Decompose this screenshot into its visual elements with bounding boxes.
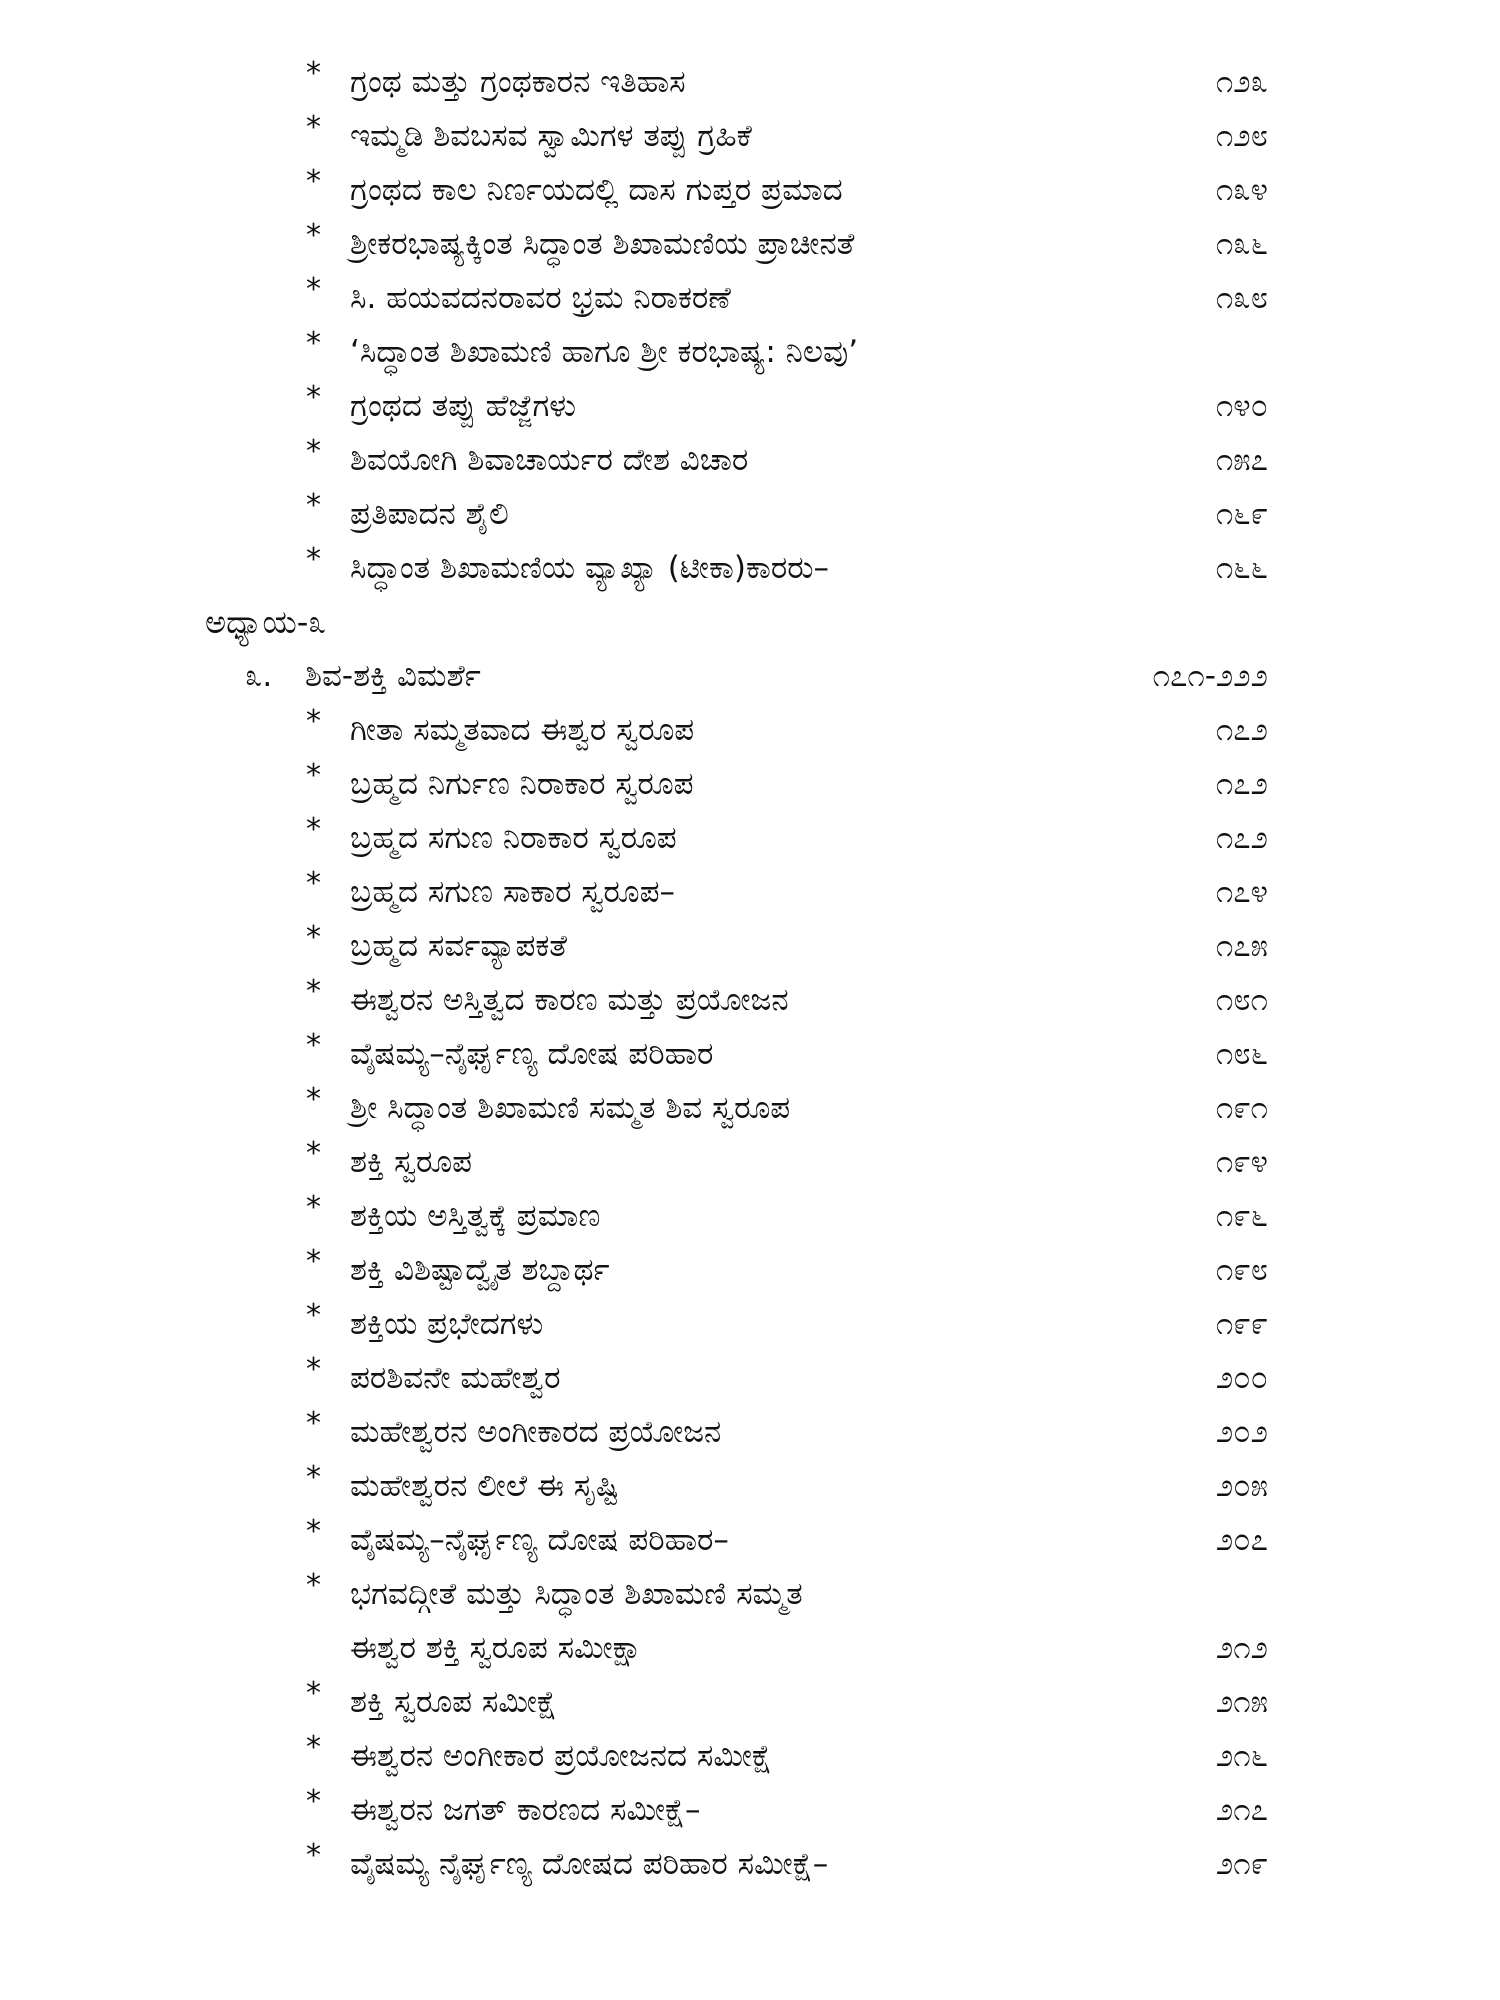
entry-title: ಬ್ರಹ್ಮದ ನಿರ್ಗುಣ ನಿರಾಕಾರ ಸ್ವರೂಪ [350, 766, 694, 802]
toc-entry [0, 973, 1500, 1027]
toc-entry [0, 271, 1500, 325]
bullet-marker: * [306, 218, 321, 253]
entry-page: ೧೯೪ [1215, 1144, 1268, 1180]
chapter-heading-row [0, 595, 1500, 649]
toc-entry [0, 1189, 1500, 1243]
entry-page: ೧೮೬ [1215, 1036, 1268, 1072]
bullet-marker: * [306, 812, 321, 847]
toc-entry [0, 757, 1500, 811]
toc-entry-multiline-cont [0, 1621, 1500, 1675]
toc-entry [0, 163, 1500, 217]
entry-title-line1: ಭಗವದ್ಗೀತೆ ಮತ್ತು ಸಿದ್ಧಾಂತ ಶಿಖಾಮಣಿ ಸಮ್ಮತ [350, 1576, 803, 1612]
bullet-marker: * [306, 272, 321, 307]
entry-page: ೧೩೪ [1215, 172, 1268, 208]
bullet-marker: * [306, 1298, 321, 1333]
entry-page: ೧೯೬ [1215, 1198, 1268, 1234]
entry-title: ಶ್ರೀ ಸಿದ್ಧಾಂತ ಶಿಖಾಮಣಿ ಸಮ್ಮತ ಶಿವ ಸ್ವರೂಪ [350, 1090, 791, 1126]
toc-entry [0, 811, 1500, 865]
bullet-marker: * [306, 1082, 321, 1117]
toc-entry [0, 109, 1500, 163]
bullet-marker: * [306, 164, 321, 199]
entry-title: ಬ್ರಹ್ಮದ ಸಗುಣ ಸಾಕಾರ ಸ್ವರೂಪ– [350, 874, 675, 910]
entry-title: ಶಕ್ತಿ ವಿಶಿಷ್ಟಾದ್ವೈತ ಶಬ್ದಾರ್ಥ [350, 1252, 610, 1288]
entry-title-line2: ಈಶ್ವರ ಶಕ್ತಿ ಸ್ವರೂಪ ಸಮೀಕ್ಷಾ [350, 1630, 643, 1666]
toc-entry [0, 487, 1500, 541]
entry-page: ೧೩೮ [1215, 280, 1268, 316]
entry-title: ಶ್ರೀಕರಭಾಷ್ಯಕ್ಕಿಂತ ಸಿದ್ಧಾಂತ ಶಿಖಾಮಣಿಯ ಪ್ರಾಚೀನತೆ [350, 226, 855, 262]
bullet-marker: * [306, 488, 321, 523]
entry-title: ಶಕ್ತಿ ಸ್ವರೂಪ ಸಮೀಕ್ಷೆ [350, 1684, 557, 1720]
entry-page: ೧೭೨ [1215, 766, 1268, 802]
entry-title: ಮಹೇಶ್ವರನ ಅಂಗೀಕಾರದ ಪ್ರಯೋಜನ [350, 1414, 722, 1450]
toc-entry [0, 433, 1500, 487]
toc-entry [0, 1081, 1500, 1135]
entry-title: ಈಶ್ವರನ ಅಸ್ತಿತ್ವದ ಕಾರಣ ಮತ್ತು ಪ್ರಯೋಜನ [350, 982, 789, 1018]
entry-page: ೨೦೦ [1215, 1360, 1268, 1396]
entry-title: ವೈಷಮ್ಯ–ನೈರ್ಘೃಣ್ಯ ದೋಷ ಪರಿಹಾರ [350, 1036, 714, 1072]
bullet-marker: * [306, 704, 321, 739]
entry-title: ಸಿದ್ಧಾಂತ ಶಿಖಾಮಣಿಯ ವ್ಯಾಖ್ಯಾ (ಟೀಕಾ)ಕಾರರು– [350, 550, 830, 586]
entry-page: ೨೧೨ [1215, 1630, 1268, 1666]
entry-title: ವೈಷಮ್ಯ ನೈರ್ಘೃಣ್ಯ ದೋಷದ ಪರಿಹಾರ ಸಮೀಕ್ಷೆ– [350, 1846, 829, 1882]
entry-page: ೧೭೫ [1215, 928, 1268, 964]
bullet-marker: * [306, 1568, 321, 1603]
entry-page: ೨೦೨ [1215, 1414, 1268, 1450]
entry-title: ವೈಷಮ್ಯ–ನೈರ್ಘೃಣ್ಯ ದೋಷ ಪರಿಹಾರ– [350, 1522, 729, 1558]
entry-page: ೧೭೪ [1215, 874, 1268, 910]
entry-title: ಗ್ರಂಥದ ತಪ್ಪು ಹೆಜ್ಜೆಗಳು [350, 388, 576, 424]
entry-title: ಬ್ರಹ್ಮದ ಸಗುಣ ನಿರಾಕಾರ ಸ್ವರೂಪ [350, 820, 677, 856]
bullet-marker: * [306, 1244, 321, 1279]
entry-page: ೧೭೨ [1215, 820, 1268, 856]
entry-page: ೧೩೬ [1215, 226, 1268, 262]
entry-page: ೨೧೬ [1215, 1738, 1268, 1774]
bullet-marker: * [306, 920, 321, 955]
toc-entry [0, 1513, 1500, 1567]
section-page-range: ೧೭೧-೨೨೨ [1152, 658, 1268, 694]
entry-page: ೨೧೫ [1215, 1684, 1268, 1720]
toc-entry [0, 1243, 1500, 1297]
entry-title: ಗ್ರಂಥದ ಕಾಲ ನಿರ್ಣಯದಲ್ಲಿ ದಾಸ ಗುಪ್ತರ ಪ್ರಮಾದ [350, 172, 843, 208]
entry-page: ೧೭೨ [1215, 712, 1268, 748]
toc-entry [0, 865, 1500, 919]
entry-page: ೧೨೮ [1215, 118, 1268, 154]
entry-page: ೧೮೧ [1215, 982, 1268, 1018]
bullet-marker: * [306, 1784, 321, 1819]
toc-entry [0, 55, 1500, 109]
entry-page: ೨೧೭ [1215, 1792, 1268, 1828]
toc-entry [0, 1027, 1500, 1081]
toc-entry [0, 325, 1500, 379]
bullet-marker: * [306, 326, 321, 361]
entry-title: ಶಕ್ತಿಯ ಅಸ್ತಿತ್ವಕ್ಕೆ ಪ್ರಮಾಣ [350, 1198, 601, 1234]
bullet-marker: * [306, 434, 321, 469]
entry-page: ೧೪೦ [1215, 388, 1268, 424]
toc-entry [0, 541, 1500, 595]
entry-page: ೨೦೭ [1215, 1522, 1268, 1558]
bullet-marker: * [306, 1352, 321, 1387]
bullet-marker: * [306, 1136, 321, 1171]
toc-entry [0, 1837, 1500, 1891]
toc-entry [0, 1459, 1500, 1513]
entry-page: ೨೦೫ [1215, 1468, 1268, 1504]
bullet-marker: * [306, 56, 321, 91]
entry-title: ಬ್ರಹ್ಮದ ಸರ್ವವ್ಯಾಪಕತೆ [350, 928, 567, 964]
section-number: ೩. [245, 658, 273, 694]
entry-title: ‘ಸಿದ್ಧಾಂತ ಶಿಖಾಮಣಿ ಹಾಗೂ ಶ್ರೀ ಕರಭಾಷ್ಯ: ನಿಲವು’ [350, 334, 859, 370]
bullet-marker: * [306, 758, 321, 793]
entry-title: ಇಮ್ಮಡಿ ಶಿವಬಸವ ಸ್ವಾಮಿಗಳ ತಪ್ಪು ಗ್ರಹಿಕೆ [350, 118, 752, 154]
bullet-marker: * [306, 110, 321, 145]
bullet-marker: * [306, 1676, 321, 1711]
bullet-marker: * [306, 380, 321, 415]
entry-page: ೧೯೮ [1215, 1252, 1268, 1288]
bullet-marker: * [306, 542, 321, 577]
bullet-marker: * [306, 1190, 321, 1225]
entry-page: ೧೯೯ [1215, 1306, 1268, 1342]
entry-title: ಸಿ. ಹಯವದನರಾವರ ಭ್ರಮ ನಿರಾಕರಣೆ [350, 280, 731, 316]
toc-entry [0, 1297, 1500, 1351]
bullet-marker: * [306, 974, 321, 1009]
entry-title: ಗೀತಾ ಸಮ್ಮತವಾದ ಈಶ್ವರ ಸ್ವರೂಪ [350, 712, 695, 748]
toc-entry [0, 1675, 1500, 1729]
bullet-marker: * [306, 1028, 321, 1063]
bullet-marker: * [306, 1460, 321, 1495]
bullet-marker: * [306, 1730, 321, 1765]
entry-title: ಪ್ರತಿಪಾದನ ಶೈಲಿ [350, 496, 509, 532]
toc-entry [0, 1135, 1500, 1189]
entry-page: ೧೨೩ [1215, 64, 1268, 100]
bullet-marker: * [306, 1838, 321, 1873]
entry-page: ೧೬೬ [1215, 550, 1268, 586]
bullet-marker: * [306, 1406, 321, 1441]
entry-title: ಪರಶಿವನೇ ಮಹೇಶ್ವರ [350, 1360, 561, 1396]
toc-entry [0, 1405, 1500, 1459]
entry-title: ಶಕ್ತಿ ಸ್ವರೂಪ [350, 1144, 473, 1180]
entry-page: ೨೧೯ [1215, 1846, 1268, 1882]
entry-page: ೧೫೭ [1215, 442, 1268, 478]
toc-entry [0, 1729, 1500, 1783]
toc-entry-multiline [0, 1567, 1500, 1621]
entry-page: ೧೯೧ [1215, 1090, 1268, 1126]
entry-title: ಗ್ರಂಥ ಮತ್ತು ಗ್ರಂಥಕಾರನ ಇತಿಹಾಸ [350, 64, 686, 100]
toc-entry [0, 1351, 1500, 1405]
section-row [0, 649, 1500, 703]
entry-title: ಶಕ್ತಿಯ ಪ್ರಭೇದಗಳು [350, 1306, 544, 1342]
entry-page: ೧೬೯ [1215, 496, 1268, 532]
bullet-marker: * [306, 1514, 321, 1549]
bullet-marker: * [306, 866, 321, 901]
section-title: ಶಿವ-ಶಕ್ತಿ ವಿಮರ್ಶೆ [305, 658, 481, 694]
toc-entry [0, 217, 1500, 271]
entry-title: ಮಹೇಶ್ವರನ ಲೀಲೆ ಈ ಸೃಷ್ಟಿ [350, 1468, 620, 1504]
chapter-heading: ಅಧ್ಯಾಯ-೩ [205, 603, 327, 641]
toc-entry [0, 919, 1500, 973]
entry-title: ಶಿವಯೋಗಿ ಶಿವಾಚಾರ್ಯರ ದೇಶ ವಿಚಾರ [350, 442, 749, 478]
toc-entry [0, 1783, 1500, 1837]
toc-entry [0, 703, 1500, 757]
entry-title: ಈಶ್ವರನ ಅಂಗೀಕಾರ ಪ್ರಯೋಜನದ ಸಮೀಕ್ಷೆ [350, 1738, 772, 1774]
entry-title: ಈಶ್ವರನ ಜಗತ್ ಕಾರಣದ ಸಮೀಕ್ಷೆ– [350, 1792, 701, 1828]
toc-entry [0, 379, 1500, 433]
